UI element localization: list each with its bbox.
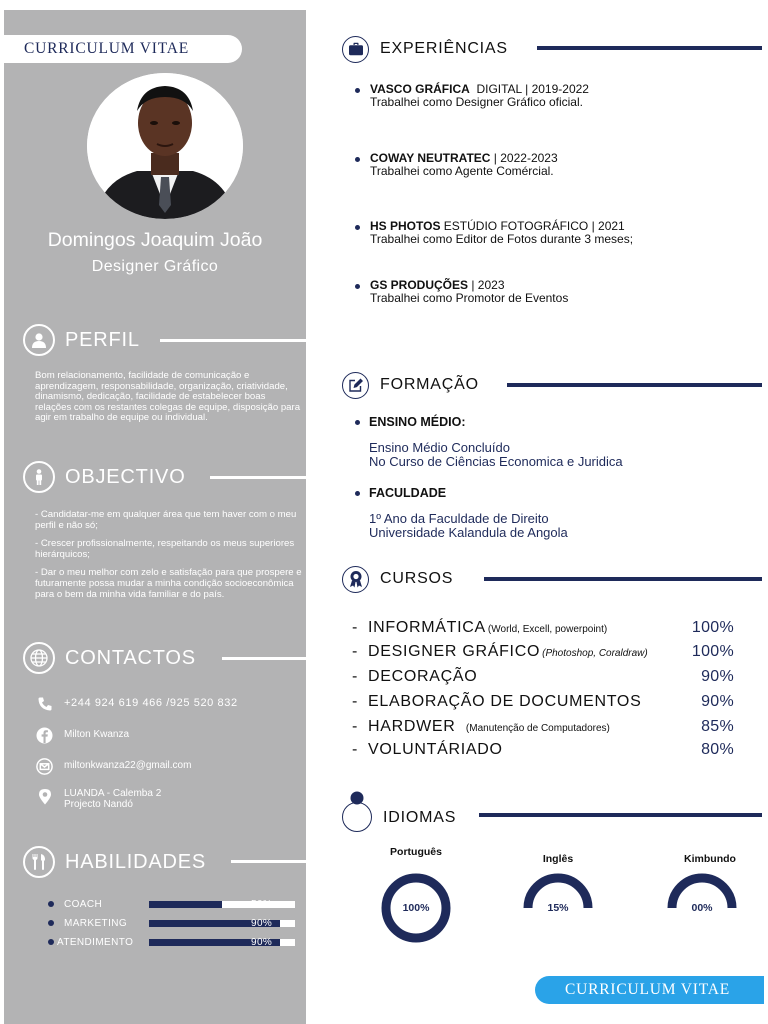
skill-row [48,917,273,929]
course-percent: 90% [701,693,734,710]
course-percent: 90% [701,668,734,685]
course-percent: 100% [691,619,734,636]
cv-footer-label: CURRICULUM VITAE [535,976,764,1004]
education-bullet [355,491,360,496]
contactos-heading [23,641,196,675]
edit-icon [342,372,369,399]
course-row [352,741,734,761]
person-name: Domingos Joaquim João [47,229,263,251]
language-gauge [522,872,594,944]
cursos-heading [342,566,453,592]
course-name: INFORMÁTICA [368,619,486,636]
idiomas-heading [342,792,456,832]
education-line: No Curso de Ciências Economica e Juridica [369,454,623,469]
idiomas-title: IDIOMAS [383,809,457,826]
education-line: Universidade Kalandula de Angola [369,525,568,540]
contact-phone [36,695,238,712]
profile-photo [87,73,243,219]
language-percent: 00% [691,902,713,914]
language-name: Inglês [542,853,574,865]
cursos-divider [484,577,762,581]
skill-name: MARKETING [64,917,128,929]
skill-row [48,936,273,948]
course-dash: - [352,741,359,758]
language-gauge [380,872,452,944]
skill-row [48,898,273,910]
user-icon [23,324,55,356]
skill-percent: 50% [251,898,273,910]
experience-description: Trabalhei como Editor de Fotos durante 3 meses; [370,232,634,246]
objectivo-divider [210,476,768,479]
skill-bullet [48,920,54,926]
course-name: ELABORAÇÃO DE DOCUMENTOS [368,693,642,710]
skill-bar [149,917,295,929]
course-name: DECORAÇÃO [368,668,478,685]
skill-bar-fill [149,901,222,908]
experience-item [355,152,558,178]
perfil-text [35,371,303,432]
mail-icon [36,758,53,775]
facebook-name: Milton Kwanza [64,729,130,740]
course-row [352,619,734,639]
perfil-paragraph: Bom relacionamento, facilidade de comunicação e aprendizagem, responsabilidade, organização, criatividade, dinamismo, dedicação, facilidade de estabelecer boas relações com os restantes colegas de equipe, disposição para agir em trabalho de equipe ou individual. [35,370,301,424]
course-dash: - [352,643,359,660]
language-percent: 100% [402,902,430,914]
contactos-title: CONTACTOS [65,646,196,669]
cv-header-label: CURRICULUM VITAE [4,35,242,63]
award-ribbon-icon [342,566,369,593]
objectivo-item: - Dar o meu melhor com zelo e satisfação para que prospere e futuramente possa mudar a minha condição socioeconômica para o bem da minha vida familiar e do país. [35,567,302,600]
phone-number: +244 924 619 466 /925 520 832 [64,697,238,709]
language-gauge [666,872,738,944]
education-level-label: FACULDADE [369,486,447,500]
skill-bar [149,898,295,910]
education-bullet [355,420,360,425]
experience-item [355,220,633,246]
course-percent: 85% [701,718,734,735]
globe-icon [23,642,55,674]
skill-percent: 90% [251,917,273,929]
idiomas-divider [479,813,762,817]
course-dash: - [352,668,359,685]
education-detail [369,441,623,469]
course-note: (Manutenção de Computadores) [457,723,610,734]
perfil-heading [23,323,140,357]
course-row [352,718,734,738]
skill-name: ATENDIMENTO [57,936,134,948]
experience-bullet [355,225,360,230]
formacao-title: FORMAÇÃO [380,376,479,393]
address-line-2: Projecto Nandó [64,799,133,810]
education-detail [369,512,568,540]
skill-bullet [48,901,54,907]
course-percent: 80% [701,741,734,758]
habilidades-title: HABILIDADES [65,850,207,873]
language-name: Português [390,846,442,858]
language-name: Kimbundo [684,853,736,865]
objectivo-item: - Crescer profissionalmente, respeitando os meus superiores hierárquicos; [35,538,295,560]
contact-email [36,758,191,775]
experience-bullet [355,284,360,289]
experience-description: Trabalhei como Promotor de Eventos [370,291,569,305]
experience-bullet [355,88,360,93]
experience-company: HS PHOTOS [370,219,441,233]
course-note: (Photoshop, Coraldraw) [542,648,648,659]
course-dash: - [352,693,359,710]
briefcase-icon [342,36,369,63]
objectivo-title: OBJECTIVO [65,465,186,488]
location-pin-icon [36,788,53,805]
experience-company: GS PRODUÇÕES [370,278,469,292]
speaker-person-icon [342,802,372,832]
contact-facebook [36,727,129,744]
course-dash: - [352,718,359,735]
experience-company: VASCO GRÁFICA [370,82,470,96]
perfil-divider [160,339,768,342]
skill-percent: 90% [251,936,273,948]
experience-period: ESTÚDIO FOTOGRÁFICO | 2021 [440,219,625,233]
phone-icon [36,695,53,712]
cursos-title: CURSOS [380,570,454,587]
tools-icon [23,846,55,878]
course-name: DESIGNER GRÁFICO [368,643,541,660]
skill-name: COACH [64,898,103,910]
education-level [355,486,446,500]
experience-item [355,83,589,109]
course-note: (World, Excell, powerpoint) [487,624,608,635]
experience-period: | 2022-2023 [490,151,558,165]
address-line-1: LUANDA - Calemba 2 [64,788,162,799]
experience-bullet [355,157,360,162]
person-standing-icon [23,461,55,493]
education-line: 1º Ano da Faculdade de Direito [369,511,549,526]
experiencias-heading [342,36,508,62]
skill-bar [149,936,295,948]
experience-company: COWAY NEUTRATEC [370,151,491,165]
skill-bullet [48,939,54,945]
experiencias-title: EXPERIÊNCIAS [380,40,508,57]
course-name: HARDWER [368,718,456,735]
perfil-title: PERFIL [65,328,140,351]
experiencias-divider [537,46,762,50]
formacao-divider [507,383,762,387]
experience-description: Trabalhei como Designer Gráfico oficial. [370,95,583,109]
email-address: miltonkwanza22@gmail.com [64,760,192,771]
experience-period: | 2023 [468,278,505,292]
education-level-label: ENSINO MÉDIO: [369,415,466,429]
language-percent: 15% [547,902,569,914]
education-level [355,415,466,429]
objectivo-heading [23,460,186,494]
formacao-heading [342,372,479,398]
experience-description: Trabalhei como Agente Comércial. [370,164,554,178]
experience-item [355,279,568,305]
contact-address [36,788,161,810]
course-dash: - [352,619,359,636]
person-role: Designer Gráfico [91,258,219,275]
course-percent: 100% [691,643,734,660]
objectivo-list [35,510,303,608]
education-line: Ensino Médio Concluído [369,440,510,455]
objectivo-item: - Candidatar-me em qualquer área que tem haver com o meu perfil e não só; [35,509,297,531]
facebook-icon [36,727,53,744]
habilidades-heading [23,845,206,879]
course-row [352,643,734,663]
course-row [352,693,734,713]
course-name: VOLUNTÁRIADO [368,741,503,758]
course-row [352,668,734,688]
experience-period: DIGITAL | 2019-2022 [469,82,589,96]
